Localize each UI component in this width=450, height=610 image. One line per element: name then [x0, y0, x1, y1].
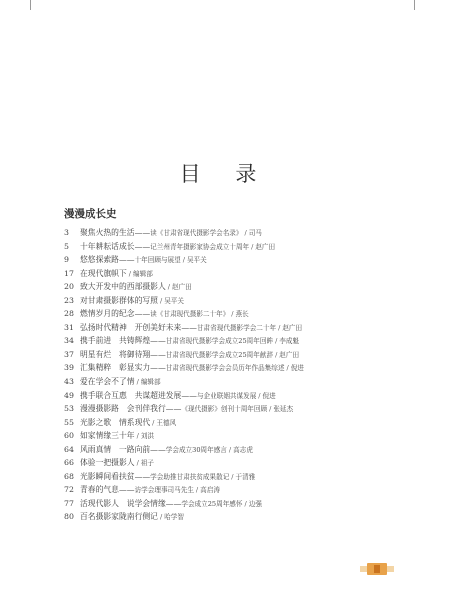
toc-separator: / — [244, 499, 247, 508]
toc-entry[interactable] — [64, 307, 414, 321]
toc-entry-author: 吴平关 — [186, 256, 207, 265]
toc-entry-title: 悠悠探索路 — [80, 255, 119, 265]
toc-entry-author: 燕长 — [235, 310, 249, 319]
toc-page-number: 31 — [64, 322, 74, 332]
toc-separator: / — [182, 256, 185, 265]
toc-entry-title: 光影瞬间看扶贫 — [80, 471, 135, 481]
toc-entry-subtitle: 甘肃省现代摄影学会成立25周年回眸 — [165, 337, 274, 346]
toc-entry[interactable] — [64, 443, 414, 457]
crop-mark-right — [414, 0, 415, 10]
toc-entry[interactable] — [64, 375, 414, 389]
toc-page-number: 34 — [64, 336, 74, 346]
section-title: 漫漫成长史 — [64, 208, 117, 220]
toc-dash: —— — [150, 336, 166, 346]
toc-entry-title: 体验一把摄影人 — [80, 458, 135, 468]
toc-entry-subtitle: 学会成立25周年感怀 — [181, 499, 243, 508]
toc-entry-author: 吴平关 — [164, 296, 184, 305]
toc-page-number: 3 — [64, 228, 69, 237]
toc-entry-title: 明星有烂 将御待翔 — [80, 349, 151, 359]
toc-entry-title: 青春的气息 — [80, 485, 119, 495]
toc-dash: —— — [150, 444, 166, 454]
toc-entry-subtitle: 《现代摄影》创刊十周年回顾 — [181, 405, 268, 414]
crop-mark-left — [30, 0, 31, 10]
page-marker — [367, 563, 387, 575]
toc-entry-subtitle: 记兰州青年摄影家协会成立十周年 — [150, 242, 250, 251]
toc-entry[interactable] — [64, 361, 414, 375]
toc-separator: / — [228, 445, 232, 454]
toc-page-number: 39 — [64, 363, 74, 373]
table-of-contents — [64, 226, 414, 524]
toc-dash: —— — [134, 309, 151, 319]
toc-entry[interactable] — [64, 402, 414, 416]
toc-entry[interactable] — [64, 267, 414, 281]
toc-page-number: 77 — [64, 498, 74, 508]
toc-entry[interactable] — [64, 280, 414, 294]
toc-separator: / — [231, 472, 234, 481]
toc-entry[interactable] — [64, 294, 414, 308]
toc-entry-title: 致大开发中的西部摄影人 — [80, 282, 166, 292]
toc-separator: / — [269, 405, 272, 414]
toc-page-number: 64 — [64, 444, 74, 454]
toc-entry-author: 赵广田 — [279, 350, 300, 359]
toc-dash: —— — [134, 241, 151, 251]
toc-dash: —— — [118, 485, 135, 495]
toc-entry[interactable] — [64, 348, 414, 362]
toc-dash: —— — [134, 228, 151, 237]
toc-entry-title: 燃情岁月的纪念 — [80, 309, 135, 319]
toc-entry-author: 赵广田 — [282, 323, 303, 332]
toc-entry-author: 编辑部 — [140, 378, 161, 387]
toc-dash: —— — [150, 363, 166, 373]
toc-separator: / — [128, 269, 132, 278]
toc-entry-author: 边强 — [248, 499, 262, 508]
toc-entry-author: 高启涛 — [200, 486, 220, 495]
toc-entry[interactable] — [64, 483, 414, 497]
toc-entry[interactable] — [64, 389, 414, 403]
toc-entry-subtitle: 与企业联姻共谋发展 — [196, 391, 257, 400]
toc-page-number: 9 — [64, 255, 69, 265]
toc-page-number: 72 — [64, 485, 74, 495]
toc-page-number: 5 — [64, 241, 69, 251]
toc-separator: / — [251, 242, 254, 251]
toc-separator: / — [152, 418, 155, 427]
toc-separator: / — [286, 364, 289, 373]
toc-page-number: 20 — [64, 282, 74, 292]
toc-entry-subtitle: 学会助推甘肃扶贫成果散记 — [150, 472, 230, 481]
toc-entry-title: 百名摄影家陇南行侧记 — [80, 512, 158, 522]
toc-entry-title: 爱在学会不了情 — [80, 377, 135, 387]
toc-entry-subtitle: 甘肃省现代摄影学会会员历年作品集综述 — [165, 364, 285, 373]
toc-separator: / — [231, 310, 234, 319]
toc-entry-subtitle: 访学会理事司马先生 — [134, 486, 194, 495]
page-title: 目 录 — [179, 162, 271, 186]
toc-entry-author: 赵广田 — [172, 283, 192, 292]
toc-dash: —— — [118, 255, 135, 265]
toc-entry-author: 刘洪 — [140, 432, 154, 441]
toc-entry-author: 倪进 — [290, 364, 304, 373]
toc-page-number: 28 — [64, 309, 74, 319]
toc-entry-subtitle: 甘肃省现代摄影学会成立25周年献辞 — [165, 350, 274, 359]
toc-entry[interactable] — [64, 497, 414, 511]
toc-page-number: 53 — [64, 404, 74, 414]
toc-entry-author: 编辑部 — [133, 269, 153, 278]
toc-entry-title: 十年耕耘话成长 — [80, 241, 135, 251]
toc-dash: —— — [181, 390, 197, 400]
toc-entry-author: 赵广田 — [255, 242, 276, 251]
toc-entry-author: 司马 — [248, 229, 262, 237]
toc-page-number: 80 — [64, 512, 74, 522]
toc-page-number: 55 — [64, 417, 74, 427]
toc-entry-author: 哈学智 — [164, 513, 184, 522]
toc-entry-title: 对甘肃摄影群体的写照 — [80, 295, 158, 305]
toc-entry-author: 张延杰 — [273, 405, 294, 414]
toc-entry-subtitle: 甘肃省现代摄影学会二十年 — [196, 323, 277, 332]
toc-entry-subtitle: 十年回顾与展望 — [134, 256, 181, 265]
toc-dash: —— — [165, 404, 182, 414]
toc-entry[interactable] — [64, 240, 414, 254]
toc-separator: / — [136, 459, 139, 468]
toc-page-number: 49 — [64, 390, 74, 400]
toc-entry-title: 携手联合互惠 共谋超进发展 — [80, 390, 182, 400]
page-marker-inner — [374, 565, 380, 573]
toc-separator: / — [136, 432, 139, 441]
toc-entry-title: 活现代影人 说学会情缘 — [80, 498, 166, 508]
toc-entry-author: 祖子 — [140, 459, 154, 468]
toc-entry[interactable] — [64, 226, 414, 240]
toc-entry-author: 高志虎 — [233, 445, 253, 454]
toc-entry[interactable] — [64, 510, 414, 524]
toc-separator: / — [159, 296, 163, 305]
toc-separator: / — [195, 486, 199, 495]
toc-separator: / — [275, 337, 278, 346]
toc-page-number: 23 — [64, 295, 74, 305]
toc-entry[interactable] — [64, 470, 414, 484]
toc-separator: / — [244, 229, 247, 237]
toc-dash: —— — [181, 322, 197, 332]
toc-dash: —— — [150, 349, 166, 359]
toc-entry[interactable] — [64, 456, 414, 470]
toc-entry[interactable] — [64, 253, 414, 267]
toc-entry[interactable] — [64, 416, 414, 430]
toc-entry-author: 李成魁 — [279, 337, 300, 346]
toc-separator: / — [159, 513, 163, 522]
toc-page-number: 66 — [64, 458, 74, 468]
toc-page-number: 60 — [64, 431, 74, 441]
toc-page-number: 68 — [64, 471, 74, 481]
toc-entry-author: 于清雅 — [235, 472, 256, 481]
toc-entry-subtitle: 学会成立30周年感言 — [165, 445, 227, 454]
toc-separator: / — [278, 323, 281, 332]
toc-dash: —— — [134, 471, 151, 481]
toc-page-number: 37 — [64, 349, 74, 359]
toc-dash: —— — [165, 498, 182, 508]
toc-entry[interactable] — [64, 321, 414, 335]
toc-separator: / — [258, 391, 261, 400]
toc-entry-subtitle: 读《甘肃省现代摄影学会名录》 — [150, 229, 243, 237]
toc-entry-subtitle: 读《甘肃现代摄影二十年》 — [150, 310, 230, 319]
toc-entry-title: 在现代旗帜下 — [80, 268, 127, 278]
toc-entry-title: 汇集精粹 彰显实力 — [80, 363, 151, 373]
toc-page-number: 17 — [64, 268, 74, 278]
toc-entry-author: 倪进 — [262, 391, 276, 400]
toc-entry-title: 携手前进 共铸辉煌 — [80, 336, 151, 346]
toc-entry[interactable] — [64, 334, 414, 348]
toc-entry-title: 如家情缘三十年 — [80, 431, 135, 441]
toc-separator: / — [275, 350, 278, 359]
toc-entry-title: 光影之歌 情系现代 — [80, 417, 151, 427]
toc-entry[interactable] — [64, 429, 414, 443]
toc-entry-title: 聚焦火热的生活 — [80, 228, 135, 237]
toc-entry-title: 弘扬时代精神 开创美好未来 — [80, 322, 182, 332]
toc-separator: / — [167, 283, 170, 292]
toc-page-number: 43 — [64, 377, 74, 387]
toc-separator: / — [136, 378, 139, 387]
toc-entry-title: 风雨真情 一路向前 — [80, 444, 151, 454]
toc-entry-title: 漫漫摄影路 会刊伴我行 — [80, 404, 166, 414]
toc-entry-author: 王德风 — [156, 418, 177, 427]
